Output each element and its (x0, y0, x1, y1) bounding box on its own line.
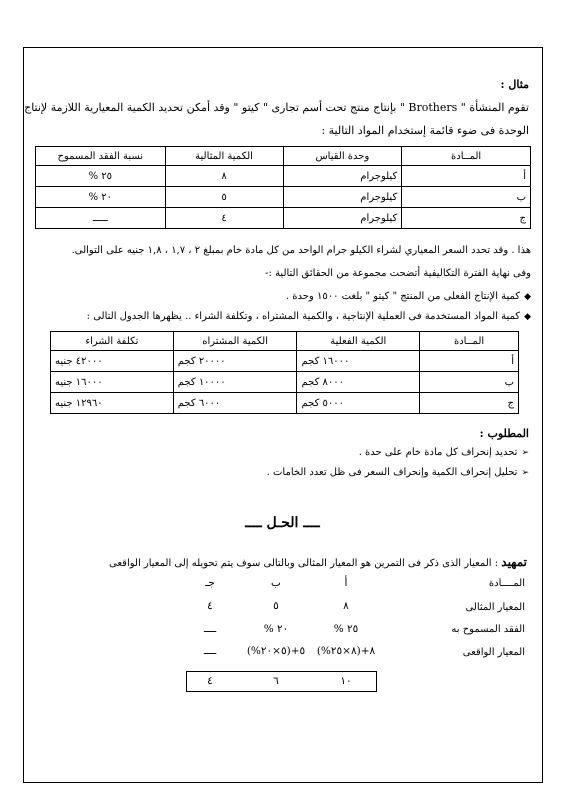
table-row (51, 393, 519, 414)
ideal-qty-cell: ٤ (165, 208, 283, 229)
table-row (36, 187, 531, 208)
purchase-cost-cell: ١٢٩٦٠ جنيه (51, 393, 174, 414)
arrow-bullet-icon: ➢ (521, 468, 529, 478)
standard-price-text: هذا . وقد تحدد السعر المعياري لشراء الكيلو جرام الواحد من كل مادة خام بمبلغ ٢ ، ١,٧ ، ١,٨ جنيه على التوالى. (71, 245, 531, 256)
purchased-qty-cell: ٦٠٠٠ كجم (173, 393, 297, 414)
required-item-2 (49, 466, 529, 480)
table-header-row (51, 332, 519, 351)
material-cell: أ (402, 166, 531, 187)
col-a-ideal: ٨ (343, 600, 349, 612)
col-b-loss: ٢٠ % (263, 623, 289, 635)
label-ideal-standard: المعيار المثالى (465, 602, 525, 613)
header-allowed-loss: نسبة الفقد المسموح (36, 147, 166, 166)
ideal-qty-cell: ٨ (165, 166, 283, 187)
unit-cell: كيلوجرام (283, 208, 402, 229)
ideal-qty-cell: ٥ (165, 187, 283, 208)
required-item-1 (49, 446, 529, 460)
purchased-qty-cell: ٢٠٠٠٠ كجم (173, 351, 297, 372)
header-material: المــادة (402, 147, 531, 166)
required-item-text: تحديد إنحراف كل مادة خام على حدة . (358, 447, 518, 458)
col-b-header: ب (271, 577, 281, 589)
label-allowed-loss: الفقد المسموح به (451, 624, 525, 635)
solution-title: ــــ الحـل ــــ (245, 515, 320, 531)
result-a: ١٠ (340, 675, 352, 687)
col-b-realistic: ٥+(٥×٢٠%) (246, 645, 306, 657)
col-a-header: أ (344, 577, 348, 589)
diamond-bullet-icon: ◆ (524, 292, 531, 302)
material-cell: ج (420, 393, 519, 414)
label-realistic-standard: المعيار الواقعى (462, 647, 525, 658)
header-purchase-cost: تكلفة الشراء (51, 332, 174, 351)
table-row (36, 208, 531, 229)
loss-cell: ٢٠ % (36, 187, 166, 208)
col-c-realistic: ــــ (203, 645, 217, 657)
bullet-text: كمية المواد المستخدمة فى العملية الإنتاجية ، والكمية المشتراه ، وتكلفة الشراء .. يظهرها الجدول التالى : (86, 311, 521, 322)
example-paragraph-line2: الوحدة فى ضوء قائمة إستخدام المواد التالية : (321, 124, 529, 137)
actual-qty-cell: ٥٠٠٠ كجم (297, 393, 420, 414)
col-a-loss: ٢٥ % (333, 623, 359, 635)
loss-cell: ـــــ (36, 208, 166, 229)
example-title: مثال : (500, 78, 529, 91)
facts-intro-text: وفى نهاية الفترة التكاليفية أتضحت مجموعة من الحقائق التالية :- (265, 268, 531, 279)
purchase-cost-cell: ١٦٠٠٠ جنيه (51, 372, 174, 393)
solution-intro (32, 556, 527, 570)
header-material: المــادة (420, 332, 519, 351)
col-b-ideal: ٥ (273, 600, 279, 612)
material-cell: أ (420, 351, 519, 372)
actual-materials-table (50, 331, 519, 414)
bullet-actual-production (31, 290, 531, 304)
intro-text: : المعيار الذى ذكر فى التمرين هو المعيار المثالى وبالتالى سوف يتم تحويله إلى المعيار الواقعى (109, 558, 499, 569)
material-cell: ج (402, 208, 531, 229)
bullet-materials-used (26, 310, 531, 324)
required-title: المطلوب : (479, 427, 529, 440)
example-paragraph-line1: تقوم المنشأة " Brothers " بإنتاج منتج تحت أسم تجارى " كيتو " وقد أمكن تحديد الكمية المعيارية اللازمة لإنتاج (24, 101, 529, 114)
table-row (51, 351, 519, 372)
loss-cell: ٢٥ % (36, 166, 166, 187)
header-purchased-qty: الكمية المشتراه (173, 332, 297, 351)
purchase-cost-cell: ٤٢٠٠٠ جنيه (51, 351, 174, 372)
material-cell: ب (420, 372, 519, 393)
header-ideal-qty: الكمية المثالية (165, 147, 283, 166)
standard-quantities-table (35, 146, 531, 229)
bullet-text: كمية الإنتاج الفعلى من المنتج " كيتو " بلغت ١٥٠٠ وحدة . (285, 291, 521, 302)
col-c-ideal: ٤ (207, 600, 213, 612)
unit-cell: كيلوجرام (283, 187, 402, 208)
label-material: المــــادة (488, 578, 525, 589)
result-c: ٤ (207, 675, 213, 687)
purchased-qty-cell: ١٠٠٠٠ كجم (173, 372, 297, 393)
diamond-bullet-icon: ◆ (524, 312, 531, 322)
table-row (36, 166, 531, 187)
required-item-text: تحليل إنحراف الكمية وإنحراف السعر فى ظل تعدد الخامات . (266, 467, 518, 478)
unit-cell: كيلوجرام (283, 166, 402, 187)
table-row (51, 372, 519, 393)
result-b: ٦ (273, 675, 279, 687)
table-header-row (36, 147, 531, 166)
col-c-header: جـ (205, 577, 215, 589)
header-unit: وحدة القياس (283, 147, 402, 166)
col-a-realistic: ٨+(٨×٢٥%) (316, 645, 376, 657)
material-cell: ب (402, 187, 531, 208)
col-c-loss: ــــ (203, 623, 217, 635)
arrow-bullet-icon: ➢ (521, 448, 529, 458)
intro-label: تمهيد (501, 555, 527, 569)
header-actual-qty: الكمية الفعلية (297, 332, 420, 351)
actual-qty-cell: ٨٠٠٠ كجم (297, 372, 420, 393)
actual-qty-cell: ١٦٠٠٠ كجم (297, 351, 420, 372)
